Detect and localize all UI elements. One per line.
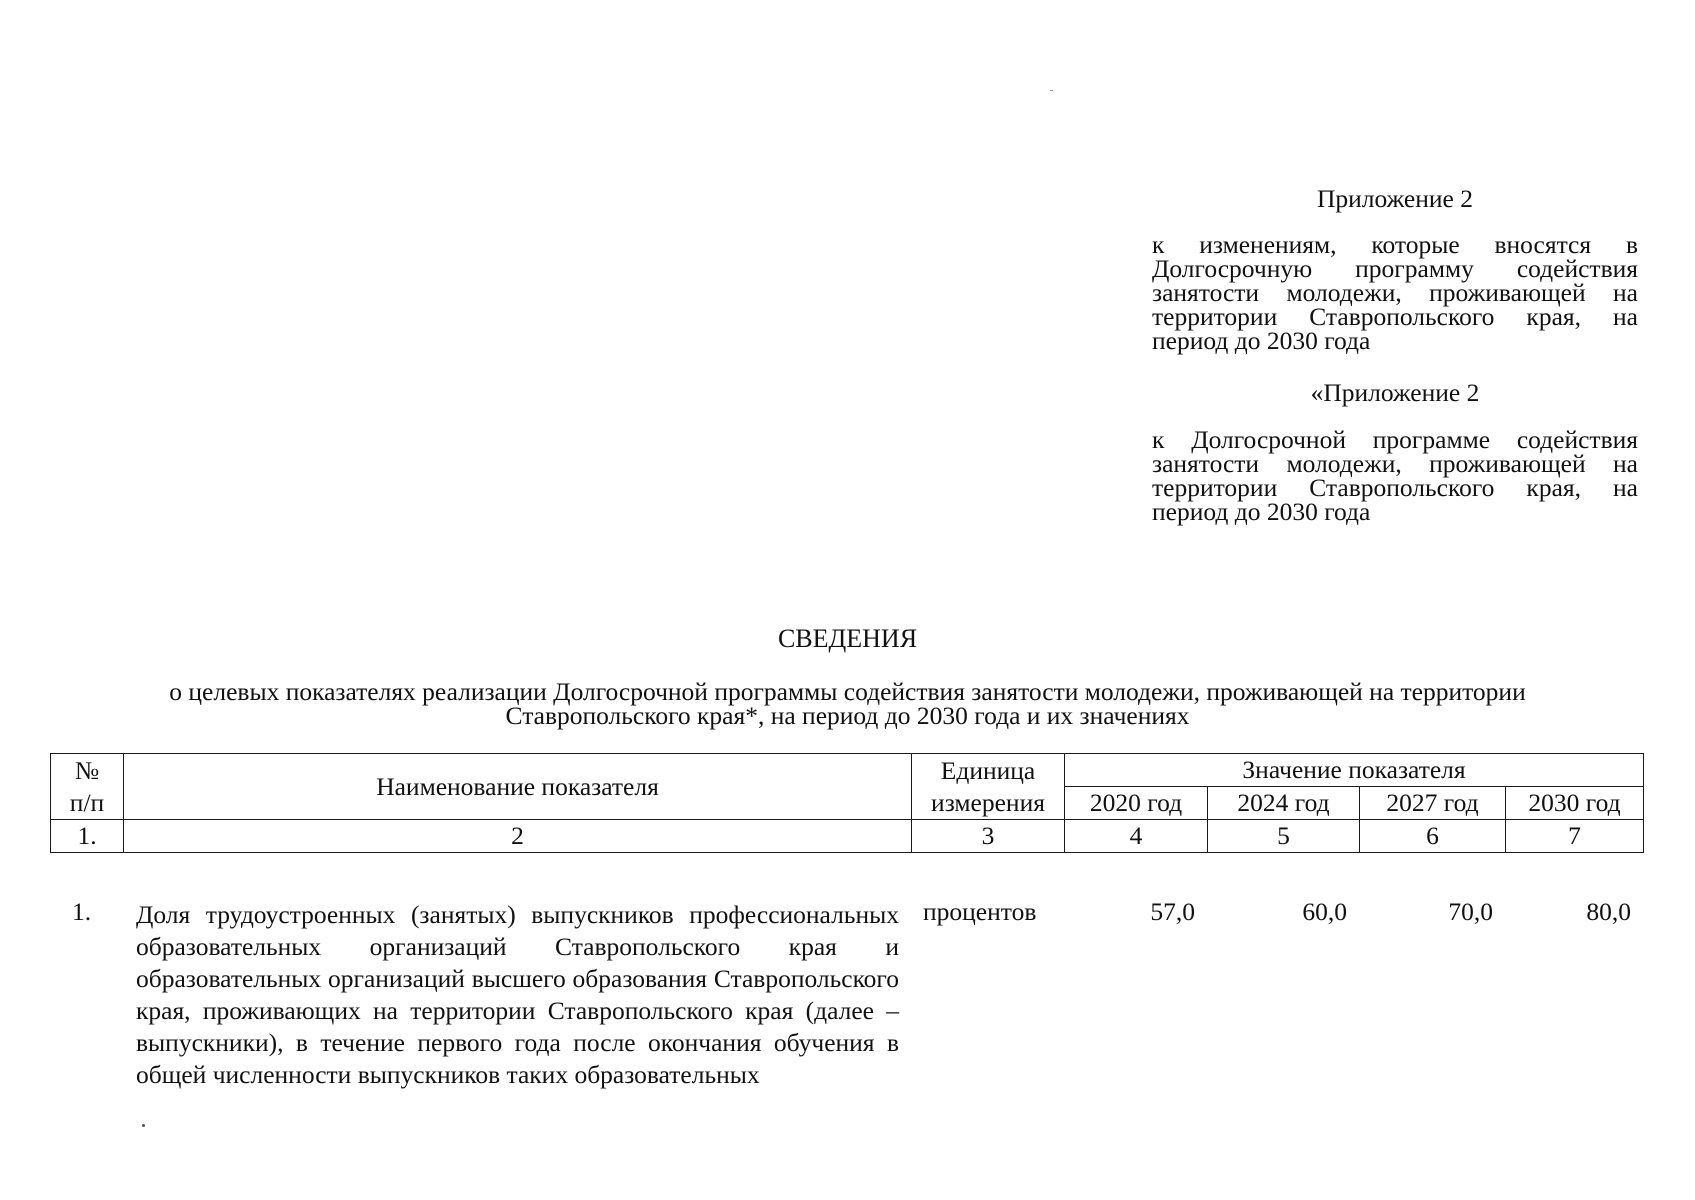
column-number: 2 [124, 820, 912, 853]
column-number: 3 [912, 820, 1065, 853]
value-2020: 57,0 [1150, 897, 1195, 926]
column-number: 5 [1208, 820, 1360, 853]
column-number: 1. [51, 820, 124, 853]
header-unit-line2: измерения [931, 787, 1045, 817]
indicators-table-header [50, 753, 1644, 853]
indicator-unit: процентов [923, 897, 1037, 926]
scan-mark [1050, 90, 1053, 91]
appendix-text-original: к Долгосрочной программе содействия занятости молодежи, проживающей на территории Ставропольского края, на период до 2030 года [1152, 425, 1638, 526]
header-unit-line1: Единица [940, 756, 1036, 785]
header-year: 2020 год [1065, 787, 1208, 820]
header-year: 2024 год [1208, 787, 1360, 820]
row-number: 1. [72, 897, 92, 926]
document-title: СВЕДЕНИЯ [777, 624, 918, 653]
appendix-text: к изменениям, которые вносятся в Долгосрочную программу содействия занятости молодежи, проживающей на территории Ставропольского края, на период до 2030 года [1152, 230, 1638, 355]
header-num [51, 754, 124, 820]
column-number: 7 [1506, 820, 1644, 853]
header-year: 2027 год [1360, 787, 1506, 820]
column-number: 6 [1360, 820, 1506, 853]
value-2027: 70,0 [1448, 897, 1493, 926]
header-year: 2030 год [1506, 787, 1644, 820]
header-num-line1: № [74, 756, 100, 785]
scan-dot [142, 1124, 145, 1127]
header-name: Наименование показателя [124, 754, 912, 820]
document-subtitle: о целевых показателях реализации Долгосрочной программы содействия занятости молодежи, проживающей на территории Ставропольского края*, на период до 2030 года и их значениях [169, 677, 1526, 730]
value-2024: 60,0 [1302, 897, 1347, 926]
appendix-title: Приложение 2 [1317, 184, 1473, 213]
appendix-title-original: «Приложение 2 [1310, 378, 1480, 407]
header-values-group: Значение показателя [1065, 754, 1644, 787]
header-unit [912, 754, 1065, 820]
header-num-line2: п/п [69, 787, 105, 817]
indicator-name: Доля трудоустроенных (занятых) выпускников профессиональных образовательных организаций Ставропольского края и образовательных организаций высшего образования Ставропольского края, проживающих на территории Ставропольского края (далее – выпускники), в течение первого года после окончания обучения в общей численности выпускников таких образовательных [136, 900, 899, 1089]
column-number: 4 [1065, 820, 1208, 853]
value-2030: 80,0 [1586, 897, 1631, 926]
